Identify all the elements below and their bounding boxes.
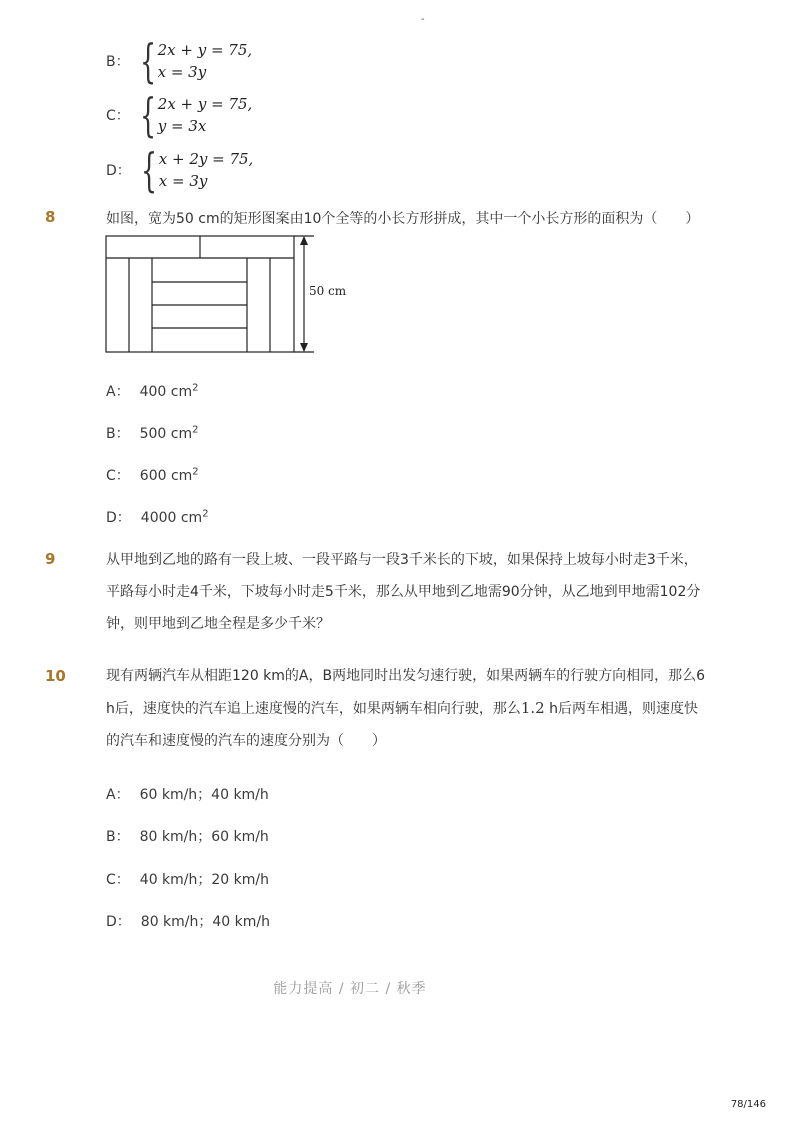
option-value: 4000 cm	[140, 510, 203, 526]
page-footer: 能力提高 / 初二 / 秋季	[273, 981, 427, 997]
equation-2: x = 3y	[157, 63, 207, 81]
q8-option-b[interactable]	[106, 423, 199, 443]
option-exponent: 2	[192, 382, 199, 394]
equation-1: 2x + y = 75,	[157, 41, 253, 59]
option-label: C：	[106, 108, 130, 124]
equation-2: y = 3x	[157, 117, 207, 135]
equation-system	[158, 39, 253, 83]
option-exponent: 2	[202, 508, 209, 520]
option-label: C：	[106, 468, 130, 484]
q7-option-d[interactable]	[106, 143, 254, 197]
brace-icon: {	[140, 143, 157, 197]
option-value: 500 cm	[139, 426, 193, 442]
option-value: 40 km/h；20 km/h	[139, 872, 269, 888]
option-value: 400 cm	[139, 384, 193, 400]
q8-option-c[interactable]	[106, 465, 199, 485]
option-label: D：	[106, 163, 131, 179]
question-number: 8	[45, 208, 56, 226]
text-line	[106, 692, 721, 725]
equation-1: x + 2y = 75,	[158, 150, 254, 168]
q10-option-b[interactable]	[106, 826, 269, 846]
equation-1: 2x + y = 75,	[157, 95, 253, 113]
option-value: 600 cm	[139, 468, 193, 484]
option-exponent: 2	[192, 466, 199, 478]
option-label: C：	[106, 872, 130, 888]
dimension-label: 50 cm	[309, 284, 347, 298]
q7-option-b[interactable]	[106, 34, 253, 88]
option-label: D：	[106, 510, 131, 526]
text-line: 现有两辆汽车从相距120 km的A，B两地同时出发匀速行驶，如果两辆车的行驶方向相同，那么6	[106, 668, 706, 684]
question-number: 10	[45, 667, 66, 685]
equation-2: x = 3y	[158, 172, 208, 190]
option-label: B：	[106, 54, 130, 70]
option-label: A：	[106, 787, 130, 803]
page-number: 78/146	[730, 1099, 766, 1110]
option-label: B：	[106, 829, 130, 845]
rectangle-figure	[100, 230, 360, 360]
option-value: 60 km/h；40 km/h	[139, 787, 269, 803]
question-text	[106, 544, 721, 640]
equation-system	[158, 93, 253, 137]
brace-icon: {	[139, 88, 156, 142]
top-mark: -	[421, 14, 425, 25]
question-text: 如图，宽为50 cm的矩形图案由10个全等的小长方形拼成，其中一个小长方形的面积为（ ）	[106, 211, 700, 227]
question-number: 9	[45, 550, 56, 568]
text-segment: h后两车相遇，则速度快	[544, 701, 699, 717]
question-text	[106, 660, 721, 757]
q10-option-d[interactable]	[106, 911, 270, 931]
brace-icon: {	[139, 34, 156, 88]
q8-option-a[interactable]	[106, 381, 198, 401]
text-segment: h后，速度快的汽车追上速度慢的汽车，如果两辆车相向行驶，那么	[106, 701, 521, 717]
option-label: D：	[106, 914, 131, 930]
math-value: 1.2	[520, 699, 545, 717]
option-value: 80 km/h；40 km/h	[140, 914, 270, 930]
equation-system	[159, 148, 254, 192]
q7-option-c[interactable]	[106, 88, 253, 142]
option-value: 80 km/h；60 km/h	[139, 829, 269, 845]
arrow-down-icon	[300, 343, 308, 352]
arrow-up-icon	[300, 236, 308, 245]
option-label: A：	[106, 384, 130, 400]
q8-option-d[interactable]	[106, 507, 209, 527]
option-exponent: 2	[192, 424, 199, 436]
q10-option-c[interactable]	[106, 869, 269, 889]
text-line: 钟，则甲地到乙地全程是多少千米？	[106, 616, 330, 632]
option-label: B：	[106, 426, 130, 442]
text-line: 的汽车和速度慢的汽车的速度分别为（ ）	[106, 733, 386, 749]
text-line: 从甲地到乙地的路有一段上坡、一段平路与一段3千米长的下坡，如果保持上坡每小时走3千米，	[106, 552, 698, 568]
q10-option-a[interactable]	[106, 784, 269, 804]
text-line: 平路每小时走4千米，下坡每小时走5千米，那么从甲地到乙地需90分钟，从乙地到甲地需102分	[106, 584, 701, 600]
